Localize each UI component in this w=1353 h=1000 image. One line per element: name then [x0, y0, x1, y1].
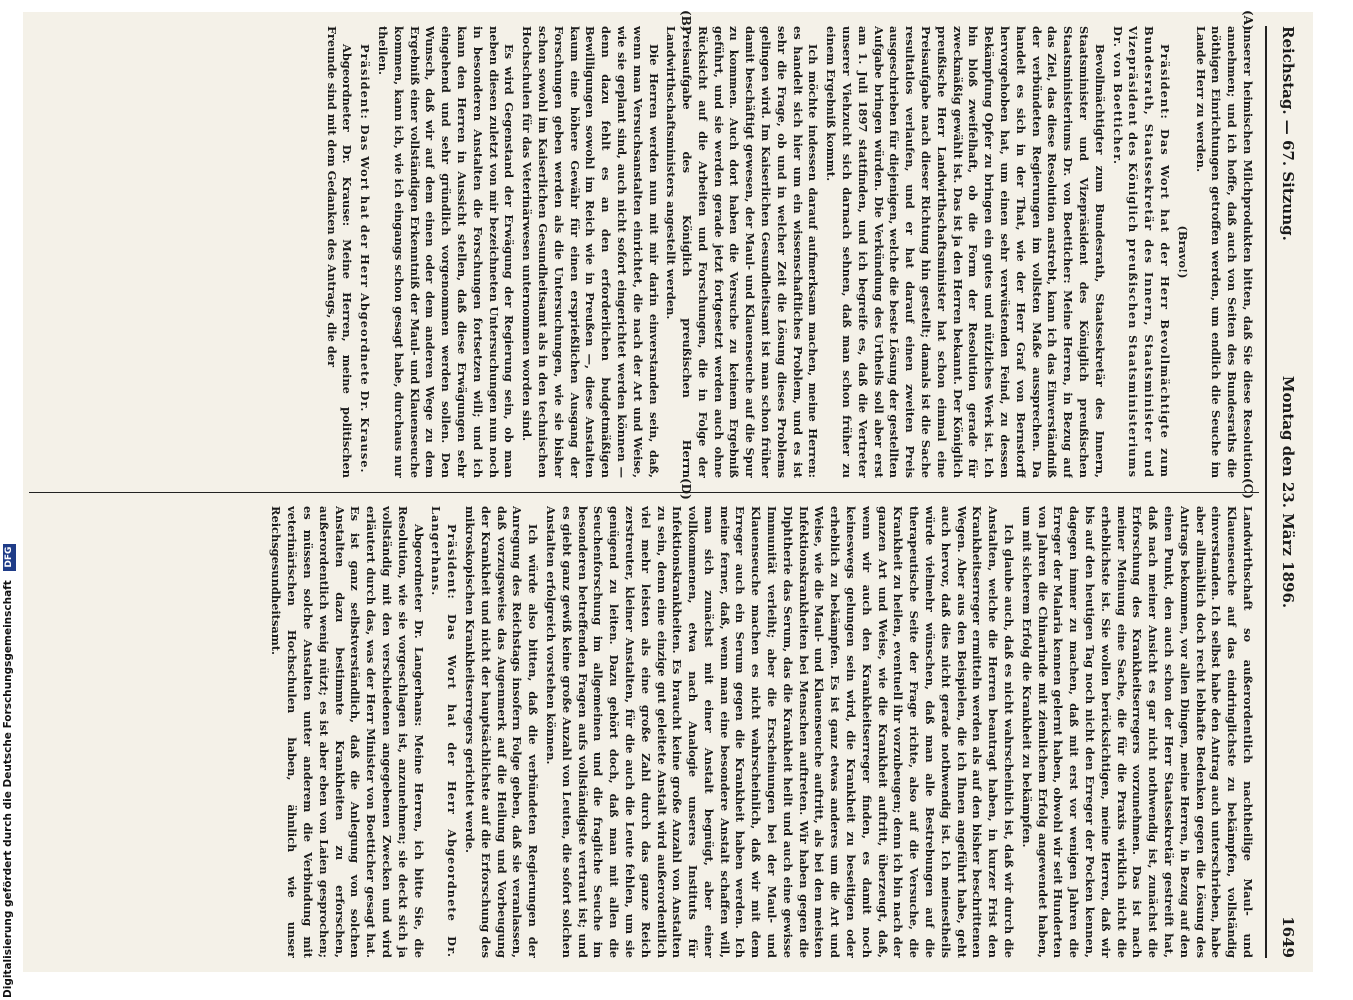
left-column-paragraph: Die Herren werden nun mit mir darin einverstanden sein, daß, wenn man Versuchsanstalten einrichtet, die nach der Art und Weise, wie sie geplant sind, auch nicht sofort eingerichtet werden können — denn dazu fehlt es an den erforderlichen budgetmäßigen Bewilligungen sowohl im Reich wie in Preußen —, diese Anstalten kaum eine höhere Gewähr für einen ersprießlichen Ausgang der Forschungen geben werden als die Untersuchungen, wie sie bisher schon sowohl im Kaiserlichen Gesundheitsamt als in den technischen Hochschulen für das Veterinärwesen unternommen worden sind. — [520, 26, 661, 478]
left-column-paragraph: Ich möchte indessen darauf aufmerksam machen, meine Herren: es handelt sich hier um ein wissenschaftliches Problem, und es ist sehr die Frage, ob und in welcher Zeit die Lösung dieses Problems gelingen wird. Im Kaiserlichen Gesundheitsamt ist man schon früher damit beschäftigt gewesen, der Maul- und Klauenseuche auf die Spur zu kommen. Auch dort haben die Versuche zu keinem Ergebniß geführt, und sie werden gerade jetzt fortgesetzt werden auch ohne Rücksicht auf die Arbeiten und Forschungen, die in Folge der Preisaufgabe des Königlich preußischen Herrn Landwirthschaftsministers angestellt werden. — [664, 26, 821, 478]
right-column-paragraph: Ich würde also bitten, daß die verbündeten Regierungen der Anregung des Reichstags insofern Folge geben, daß sie veranlassen, daß vorzugsweise das Augenmerk auf die Heilung und Vorbeugung der Krankheit und nicht der hauptsächlichste auf die Erforschung des mikroskopischen Krankheitserregers gerichtet werde. — [462, 506, 541, 958]
left-column-paragraph: Es wird Gegenstand der Erwägung der Regierung sein, ob man neben diesen zuletzt von mir bezeichneten Untersuchungen nun noch in besonderen Anstalten die Forschungen fortsetzen will; und ich kann den Herren in Aussicht stellen, daß diese Erwägungen sehr eingehend und sehr gründlich vorgenommen werden sollen. Den Wunsch, daß wir auf dem einen oder dem anderen Wege zu dem Ergebniß einer vollständigen Erkenntniß der Maul- und Klauenseuche kommen, kann ich, wie ich eingangs schon gesagt habe, durchaus nur theilen. — [375, 26, 517, 478]
left-column-paragraph: Präsident: Das Wort hat der Herr Bevollmächtigte zum Bundesrath, Staatssekretär des Innern, Staatsminister und Vizepräsident des Königlich preußischen Staatsministeriums Dr. von Boetticher. — [1110, 26, 1173, 478]
dfg-logo: DFG — [3, 544, 16, 571]
left-column — [29, 26, 1255, 478]
digitization-credit — [2, 8, 18, 998]
header-left: Reichstag. — 67. Sitzung. — [1279, 26, 1297, 241]
left-column-paragraph: Abgeordneter Dr. Krause: Meine Herren, meine politischen Freunde sind mit dem Gedanken des Antrags, die der — [324, 26, 355, 478]
right-column-paragraph: Landwirthschaft so außerordentlich nachtheilige Maul- und Klauenseuche auf das eindringlichste zu bekämpfen, vollständig einverstanden. Ich selbst habe den Antrag auch unterschrieben, habe aber allmählich doch recht lebhafte Bedenken gegen die Lösung des Antrags bekommen, vor allen Dingen, meine Herren, in Bezug auf den einen Punkt, den auch schon der Herr Staatssekretär gestreift hat, daß nach meiner Ansicht es gar nicht nothwendig ist, zunächst die Erforschung des Krankheitserregers vorzunehmen. Das ist nach meiner Meinung eine Sache, die für die Praxis wirklich nicht die erheblichste ist. Sie wollen berücksichtigen, meine Herren, daß wir bis auf den heutigen Tag noch nicht den Erreger der Pocken kennen, dagegen immer zu machen, daß mit erst vor wenigen Jahren die Erreger der Malaria kennen gelernt haben, obwohl wir seit Hunderten von Jahren die Chinarinde mit ziemlichem Erfolg angewendet haben, um mit sicherem Erfolg die Krankheit zu bekämpfen. — [1019, 506, 1255, 958]
right-column-paragraph: Abgeordneter Dr. Langerhans: Meine Herren, ich bitte Sie, die Resolution, wie sie vorgeschlagen ist, anzunehmen; sie deckt sich ja vollständig mit den verschiedenen angegebenen Zwecken und wird erläutert durch das, was der Herr Minister von Boetticher gesagt hat. Es ist ganz selbstverständlich, daß die Anlegung von solchen Anstalten dazu bestimmte Krankheiten zu erforschen, außerordentlich wenig nützt; es ist aber eben von Laien gesprochen; es müssen solche Anstalten unter anderem die Verbindung mit veterinärischen Hochschulen haben, ähnlich wie unser Reichsgesundheitsamt. — [269, 506, 426, 958]
credit-text: Digitalisierung gefördert durch die Deutsche Forschungsgemeinschaft — [2, 580, 14, 998]
right-column-paragraph: Präsident: Das Wort hat der Herr Abgeordnete Dr. Langerhans. — [429, 506, 460, 958]
margin-marker-d: (D) — [679, 478, 693, 500]
margin-marker-b: (B) — [679, 10, 693, 32]
page-number: 1649 — [1279, 916, 1297, 958]
column-divider — [29, 492, 1259, 493]
margin-marker-a: (A) — [1241, 10, 1255, 31]
margin-marker-c: (C) — [1241, 478, 1255, 499]
left-column-paragraph: Bevollmächtigter zum Bundesrath, Staatssekretär des Innern, Staatsminister und Vizepräsident des Königlich preußischen Staatsministeriums Dr. von Boetticher: Meine Herren, in Bezug auf das Ziel, das diese Resolution anstrebt, kann ich das Einverständniß der verbündeten Regierungen im vollsten Maße aussprechen. Da handelt es sich in der That, wie der Herr Graf von Bernstorff hervorgehoben hat, um einen sehr verwüstenden Feind, zu dessen Bekämpfung Opfer zu bringen ein gutes und nützliches Werk ist. Ich bin bloß zweifelhaft, ob die Form der Resolution gerade für zweckmäßig gewählt ist. Das ist ja den Herren bekannt. Der Königlich preußische Herr Landwirthschaftsminister hat schon einmal eine Preisaufgabe nach dieser Richtung hin gestellt; damals ist die Sache resultatlos verlaufen, und er hat darauf einen zweiten Preis ausgeschrieben für diejenigen, welche die beste Lösung der gestellten Aufgabe bringen würden. Die Verkündung des Urtheils soll aber erst am 1. Juli 1897 stattfinden, und ich begreife es, daß die Vertreter unserer Viehzucht sich darnach sehnen, daß man schon früher zu einem Ergebniß kommt. — [824, 26, 1107, 478]
right-column — [29, 506, 1255, 958]
page-header — [1267, 26, 1307, 958]
left-column-paragraph: (Bravo!) — [1175, 225, 1190, 279]
left-column-paragraph: Präsident: Das Wort hat der Herr Abgeordnete Dr. Krause. — [358, 44, 373, 474]
left-column-paragraph: unserer heimischen Milchprodukten bitten, daß Sie diese Resolution annehmen; und ich hoffe, daß auch von Seiten des Bundesraths die nöthigen Einrichtungen getroffen werden, um endlich die Seuche im Lande Herr zu werden. — [1193, 26, 1255, 478]
right-column-paragraph: Ich glaube auch, daß es nicht wahrscheinlich ist, daß wir durch die Anstalten, welche die Herren beantragt haben, in kurzer Frist den Krankheitserreger ermitteln werden als auf den bisher beschrittenen Wegen. Aber aus den Beispielen, die ich Ihnen angeführt habe, geht auch hervor, daß dies nicht gerade nothwendig ist. Ich meinestheils würde vielmehr wünschen, daß man alle Bestrebungen auf die therapeutische Seite der Frage richte, also auf die Versuche, die Krankheit zu heilen, eventuell ihr vorzubeugen; denn ich bin nach der ganzen Art und Weise, wie die Krankheit auftritt, überzeugt, daß, wenn wir auch den Krankheitserreger finden, es damit noch keineswegs gelungen sein wird, die Krankheit zu beseitigen oder erheblich zu bekämpfen. Es ist ganz etwas anderes um die Art und Weise, wie die Maul- und Klauenseuche auftritt, als bei den meisten Infektionskrankheiten bei Menschen auftreten. Wir haben gegen die Diphtherie das Serum, das die Krankheit heilt und auch eine gewisse Immunität verleiht; aber die Erscheinungen bei der Maul- und Klauenseuche machen es nicht wahrscheinlich, daß wir mit dem Erreger auch ein Serum gegen die Krankheit haben werden. Ich meine ferner, daß, wenn man eine besondere Anstalt schaffen will, man sich zunächst mit einer Anstalt begnügt, aber einer vollkommenen, etwa nach Analogie unseres Instituts für Infektionskrankheiten. Es braucht keine große Anzahl von Anstalten zu sein, denn eine einzige gut geleitete Anstalt wird außerordentlich viel mehr leisten als eine große Zahl durch das ganze Reich zerstreuter, kleiner Anstalten, für die auch die Leute fehlen, um sie genügend zu leiten. Dazu gehört doch, daß man mit allen die Seuchenforschung im allgemeinen und die fragliche Seuche im besonderen betreffenden Fragen aufs vollständigste vertraut ist; und es giebt ganz gewiß keine große Anzahl von Leuten, die sofort solchen Anstalten erfolgreich vorstehen können. — [543, 506, 1017, 958]
header-rule — [1265, 26, 1267, 958]
header-date: Montag den 23. März 1896. — [1279, 375, 1297, 609]
scanned-page — [23, 12, 1313, 972]
